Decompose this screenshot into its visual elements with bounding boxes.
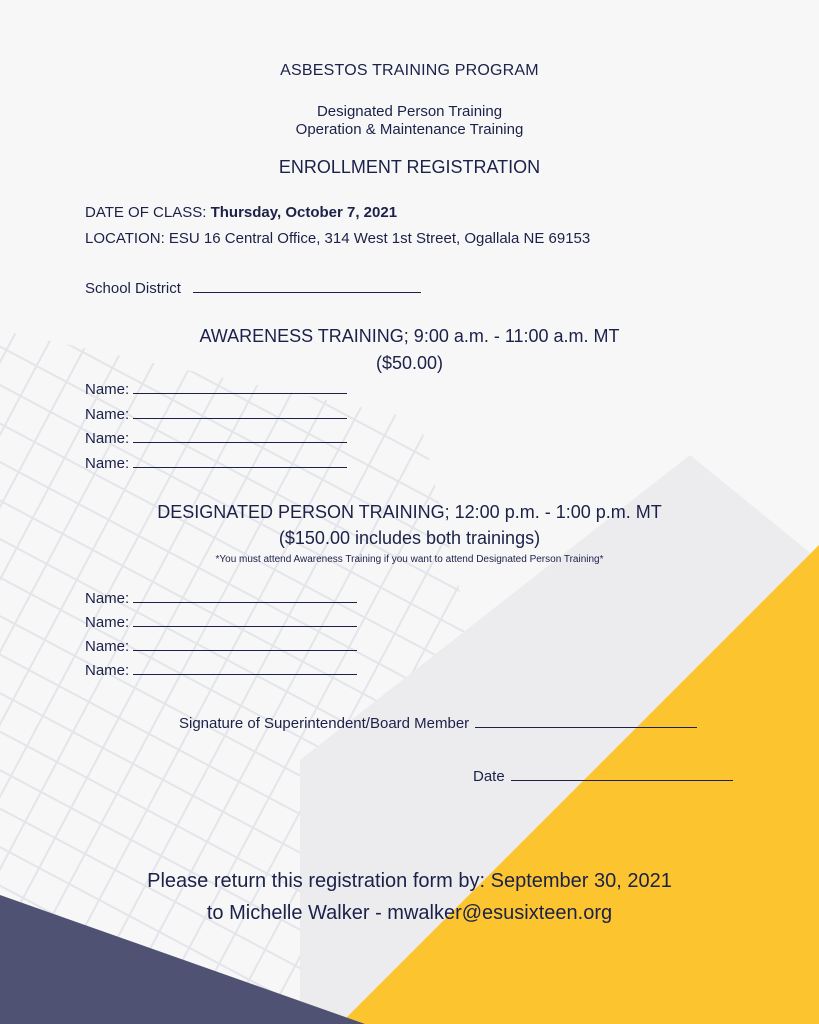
designated-name-row <box>85 636 357 655</box>
name-label: Name: <box>85 662 130 679</box>
location <box>85 230 590 247</box>
name-label: Name: <box>85 406 130 423</box>
designated-name-field-3[interactable] <box>133 636 357 651</box>
name-label: Name: <box>85 455 130 472</box>
signature-label: Signature of Superintendent/Board Member <box>179 715 470 732</box>
designated-name-row <box>85 660 357 679</box>
subtitle-designated: Designated Person Training <box>316 103 503 120</box>
location-label: LOCATION: <box>85 230 165 247</box>
date-label: DATE OF CLASS: <box>85 204 207 221</box>
awareness-name-row <box>85 379 347 398</box>
designated-note: *You must attend Awareness Training if you want to attend Designated Person Training* <box>215 554 604 565</box>
date-sign-field[interactable] <box>511 766 733 781</box>
date-of-class <box>85 204 397 221</box>
school-district-label: School District <box>85 280 181 297</box>
name-label: Name: <box>85 590 130 607</box>
date-sign-label: Date <box>473 768 505 785</box>
subtitle-operation: Operation & Maintenance Training <box>295 121 524 138</box>
school-district-row <box>85 278 421 297</box>
awareness-name-row <box>85 428 347 447</box>
designated-name-field-2[interactable] <box>133 612 357 627</box>
awareness-name-field-3[interactable] <box>133 428 347 443</box>
awareness-heading: AWARENESS TRAINING; 9:00 a.m. - 11:00 a.m. MT <box>199 326 620 346</box>
awareness-name-row <box>85 404 347 423</box>
designated-name-field-1[interactable] <box>133 588 357 603</box>
return-instruction: Please return this registration form by: September 30, 2021 <box>147 870 672 892</box>
designated-price: ($150.00 includes both trainings) <box>278 528 541 548</box>
awareness-price: ($50.00) <box>375 353 444 373</box>
signature-row <box>179 713 697 732</box>
program-title: ASBESTOS TRAINING PROGRAM <box>280 62 539 79</box>
designated-name-field-4[interactable] <box>133 660 357 675</box>
name-label: Name: <box>85 381 130 398</box>
awareness-name-field-2[interactable] <box>133 404 347 419</box>
name-label: Name: <box>85 614 130 631</box>
awareness-name-row <box>85 453 347 472</box>
signature-field[interactable] <box>475 713 697 728</box>
form-title: ENROLLMENT REGISTRATION <box>278 157 541 177</box>
date-row <box>473 766 733 785</box>
awareness-name-field-1[interactable] <box>133 379 347 394</box>
return-contact: to Michelle Walker - mwalker@esusixteen.org <box>206 902 613 924</box>
designated-name-row <box>85 588 357 607</box>
designated-heading: DESIGNATED PERSON TRAINING; 12:00 p.m. - 1:00 p.m. MT <box>157 502 662 522</box>
date-value: Thursday, October 7, 2021 <box>210 204 398 221</box>
name-label: Name: <box>85 430 130 447</box>
name-label: Name: <box>85 638 130 655</box>
school-district-field[interactable] <box>193 278 421 293</box>
awareness-name-field-4[interactable] <box>133 453 347 468</box>
location-value: ESU 16 Central Office, 314 West 1st Street, Ogallala NE 69153 <box>168 230 591 247</box>
designated-name-row <box>85 612 357 631</box>
